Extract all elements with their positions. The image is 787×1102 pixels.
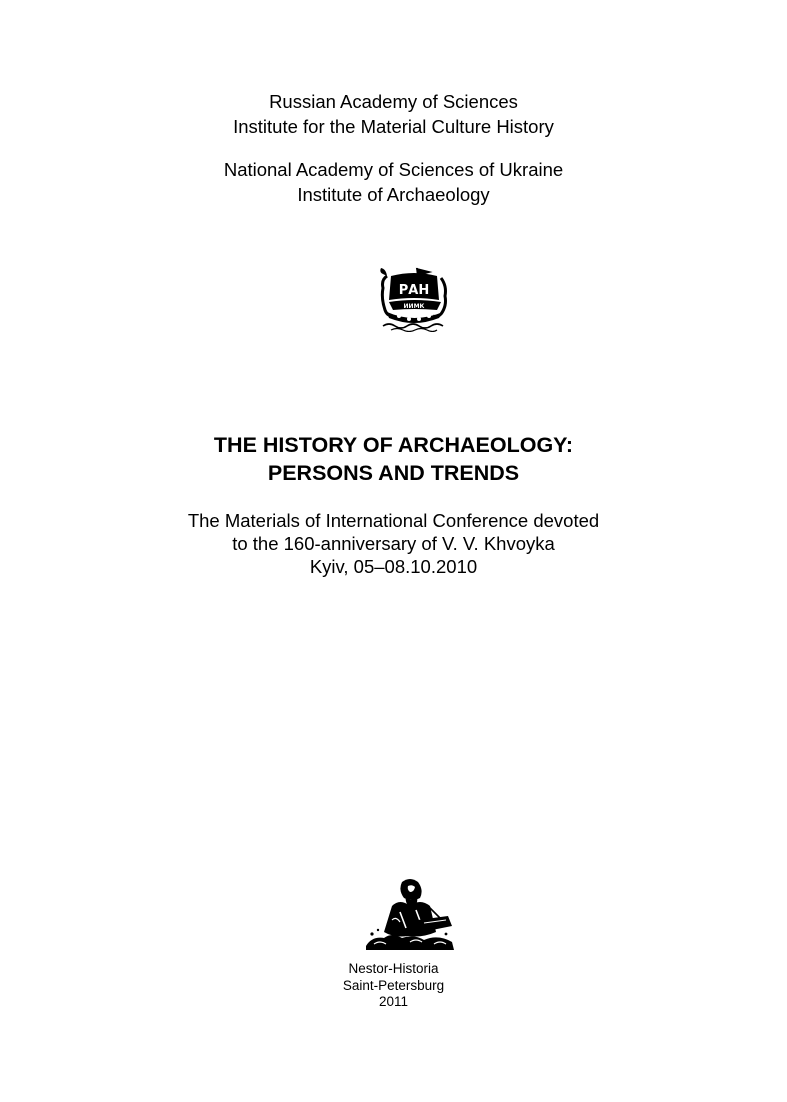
logo-lettering-band: ИИМК: [403, 303, 425, 310]
publisher-city: Saint-Petersburg: [342, 977, 445, 993]
book-subtitle: [0, 509, 787, 578]
publication-year: 2011: [378, 994, 409, 1009]
publisher-imprint: [0, 961, 787, 1011]
logo-lettering-top: РАН: [398, 283, 430, 298]
viking-ship-emblem-icon: [377, 266, 451, 332]
institution-group-ukraine: [0, 157, 787, 207]
book-title: [0, 431, 787, 487]
book-title-line: PERSONS AND TRENDS: [267, 461, 520, 485]
conference-place-date: Kyiv, 05–08.10.2010: [309, 556, 478, 577]
nestor-chronicler-icon: [362, 876, 458, 954]
institution-academy-name: Russian Academy of Sciences: [269, 91, 518, 112]
institution-academy-name: National Academy of Sciences of Ukraine: [223, 159, 564, 180]
institution-group-russia: [0, 89, 787, 139]
subtitle-line: The Materials of International Conference devoted: [187, 510, 600, 531]
institution-institute-name: Institute of Archaeology: [297, 184, 490, 205]
subtitle-line: to the 160-anniversary of V. V. Khvoyka: [232, 533, 555, 554]
publisher-name: Nestor-Historia: [348, 961, 439, 976]
institution-institute-name: Institute for the Material Culture History: [233, 116, 554, 137]
book-title-line: THE HISTORY OF ARCHAEOLOGY:: [213, 433, 574, 457]
